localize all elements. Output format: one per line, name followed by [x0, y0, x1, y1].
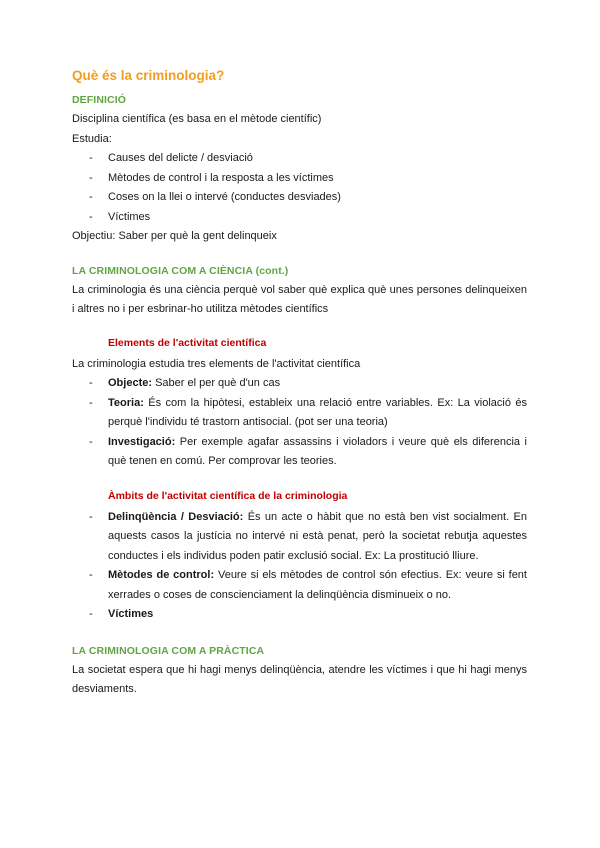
- subheading-elements: Elements de l'activitat científica: [108, 336, 267, 349]
- definition-line: Disciplina científica (es basa en el mètode científic): [72, 113, 322, 125]
- ambits-list: [72, 508, 527, 625]
- section-heading-ciencia: LA CRIMINOLOGIA COM A CIÈNCIA (cont.): [72, 264, 289, 277]
- list-item: - Víctimes: [72, 208, 527, 228]
- practica-paragraph: La societat espera que hi hagi menys delinqüència, atendre les víctimes i que hi hagi menys desviaments.: [72, 663, 527, 695]
- list-item: [72, 374, 527, 394]
- list-item: - Coses on la llei o intervé (conductes desviades): [72, 188, 527, 208]
- term-text: Veure si els mètodes de control són efectius. Ex: veure si fent xerrades o coses de conscienciament la delinqüència disminueix o no.: [108, 569, 527, 601]
- list-item: - Mètodes de control i la resposta a les víctimes: [72, 169, 527, 189]
- elements-intro: La criminologia estudia tres elements de l'activitat científica: [72, 357, 361, 370]
- list-item: [72, 394, 527, 433]
- term-text: Saber el per què d'un cas: [152, 377, 281, 389]
- list-item: [72, 605, 527, 625]
- term-text: Per exemple agafar assassins i violadors i veure què els diferencia i què tenen en comú. Per comprovar les teories.: [108, 435, 527, 467]
- term-investigacio: Investigació:: [108, 435, 176, 448]
- term-text: És un acte o hàbit que no està ben vist socialment. En aquests casos la justícia no intervé ni està penat, però la societat rebutja aquestes conductes i els individus poden patir exclusió social. Ex: La prostitució lliure.: [108, 510, 527, 562]
- term-objecte: Objecte:: [108, 377, 153, 389]
- studies-label: Estudia:: [72, 132, 112, 145]
- term-victimes: Víctimes: [108, 608, 154, 620]
- term-metodes: Mètodes de control:: [108, 569, 215, 581]
- list-item: - Causes del delicte / desviació: [72, 149, 527, 169]
- objective-line: Objectiu: Saber per què la gent delinqueix: [72, 230, 277, 242]
- list-item: [72, 433, 527, 472]
- section-heading-definicio: DEFINICIÓ: [72, 94, 126, 106]
- elements-list: [72, 374, 527, 472]
- page-title: Què és la criminologia?: [72, 68, 225, 83]
- studies-list: [72, 149, 527, 227]
- term-text: És com la hipòtesi, estableix una relació entre variables. Ex: La violació és perquè l'individu té trastorn antisocial. (pot ser una teoria): [108, 396, 527, 428]
- list-item: [72, 566, 527, 605]
- section-heading-practica: LA CRIMINOLOGIA COM A PRÀCTICA: [72, 644, 265, 657]
- term-teoria: Teoria:: [108, 396, 144, 409]
- list-item: [72, 508, 527, 567]
- document-page: [72, 68, 527, 700]
- term-delinquencia: Delinqüència / Desviació:: [108, 510, 244, 523]
- subheading-ambits: Àmbits de l'activitat científica de la criminologia: [108, 489, 348, 502]
- ciencia-paragraph: La criminologia és una ciència perquè vol saber què explica què unes persones delinqueixen i altres no i per esbrinar-ho utilitza mètodes científics: [72, 283, 527, 315]
